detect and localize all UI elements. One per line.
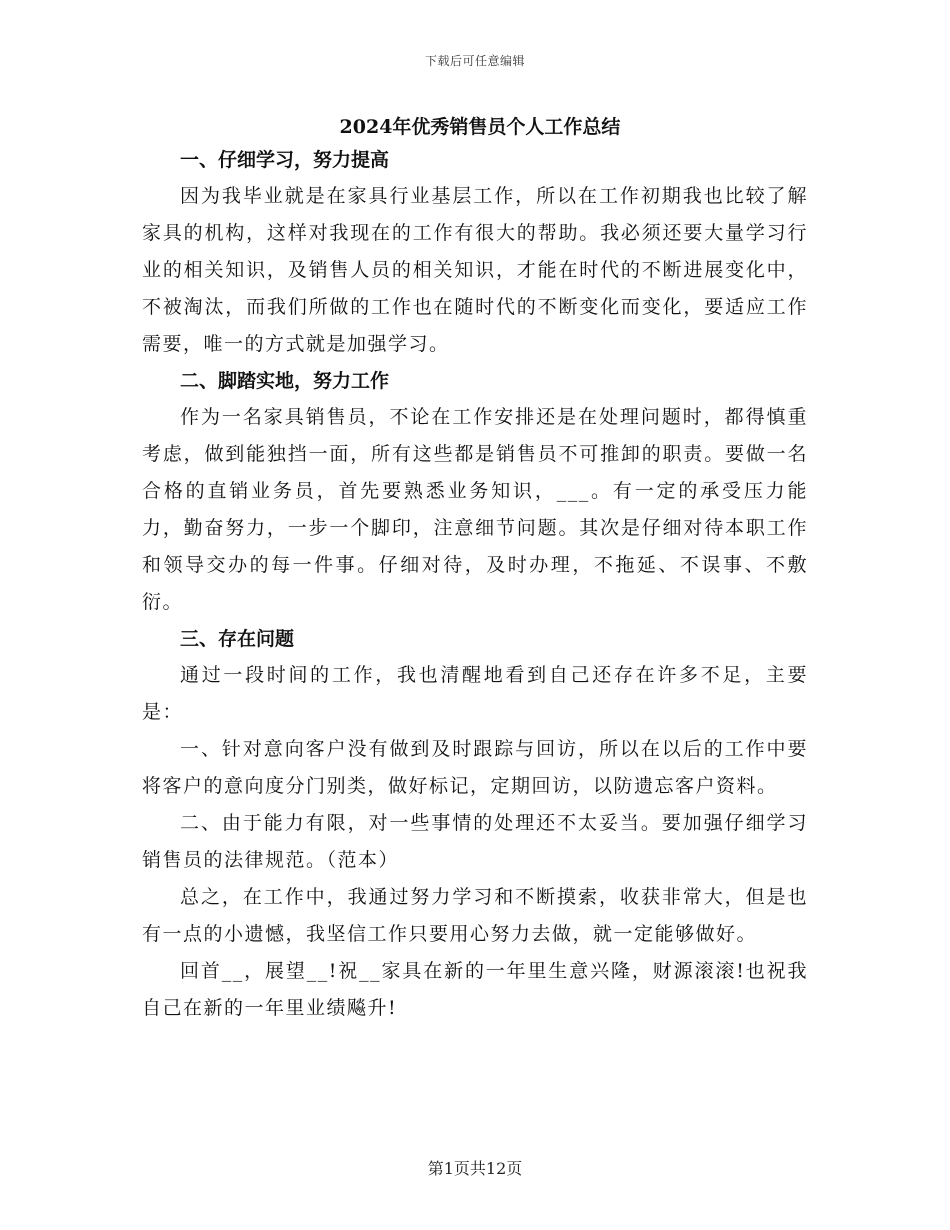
- section-heading-3: 三、存在问题: [180, 628, 295, 650]
- section-2-paragraph-1: 作为一名家具销售员，不论在工作安排还是在处理问题时，都得慎重考虑，做到能独挡一面，所有这些都是销售员不可推卸的职责。要做一名合格的直销业务员，首先要熟悉业务知识，___。有一定的承受压力能力，勤奋努力，一步一个脚印，注意细节问题。其次是仔细对待本职工作和领导交办的每一件事。仔细对待，及时办理，不拖延、不误事、不敷衍。: [142, 406, 808, 613]
- section-3-paragraph-3: 二、由于能力有限，对一些事情的处理还不太妥当。要加强仔细学习销售员的法律规范。（范本）: [142, 812, 808, 871]
- section-heading-2: 二、脚踏实地，努力工作: [180, 370, 390, 392]
- document-body: [142, 112, 808, 1027]
- section-3-paragraph-4: 总之，在工作中，我通过努力学习和不断摸索，收获非常大，但是也有一点的小遗憾，我坚信工作只要用心努力去做，就一定能够做好。: [142, 886, 808, 945]
- section-3-paragraph-2: 一、针对意向客户没有做到及时跟踪与回访，所以在以后的工作中要将客户的意向度分门别类，做好标记，定期回访，以防遗忘客户资料。: [142, 738, 808, 797]
- page-footer: 第1页共12页: [427, 1159, 523, 1178]
- section-3-paragraph-1: 通过一段时间的工作，我也清醒地看到自己还存在许多不足，主要是：: [142, 664, 808, 723]
- section-1-paragraph-1: 因为我毕业就是在家具行业基层工作，所以在工作初期我也比较了解家具的机构，这样对我现在的工作有很大的帮助。我必须还要大量学习行业的相关知识，及销售人员的相关知识，才能在时代的不断进展变化中，不被淘汰，而我们所做的工作也在随时代的不断变化而变化，要适应工作需要，唯一的方式就是加强学习。: [142, 185, 808, 355]
- header-note: 下载后可任意编辑: [424, 54, 525, 68]
- document-title: 2024年优秀销售员个人工作总结: [339, 116, 621, 138]
- section-3-paragraph-5: 回首__，展望__!祝__家具在新的一年里生意兴隆，财源滚滚!也祝我自己在新的一年里业绩飚升!: [142, 960, 808, 1019]
- section-heading-1: 一、仔细学习，努力提高: [180, 149, 390, 171]
